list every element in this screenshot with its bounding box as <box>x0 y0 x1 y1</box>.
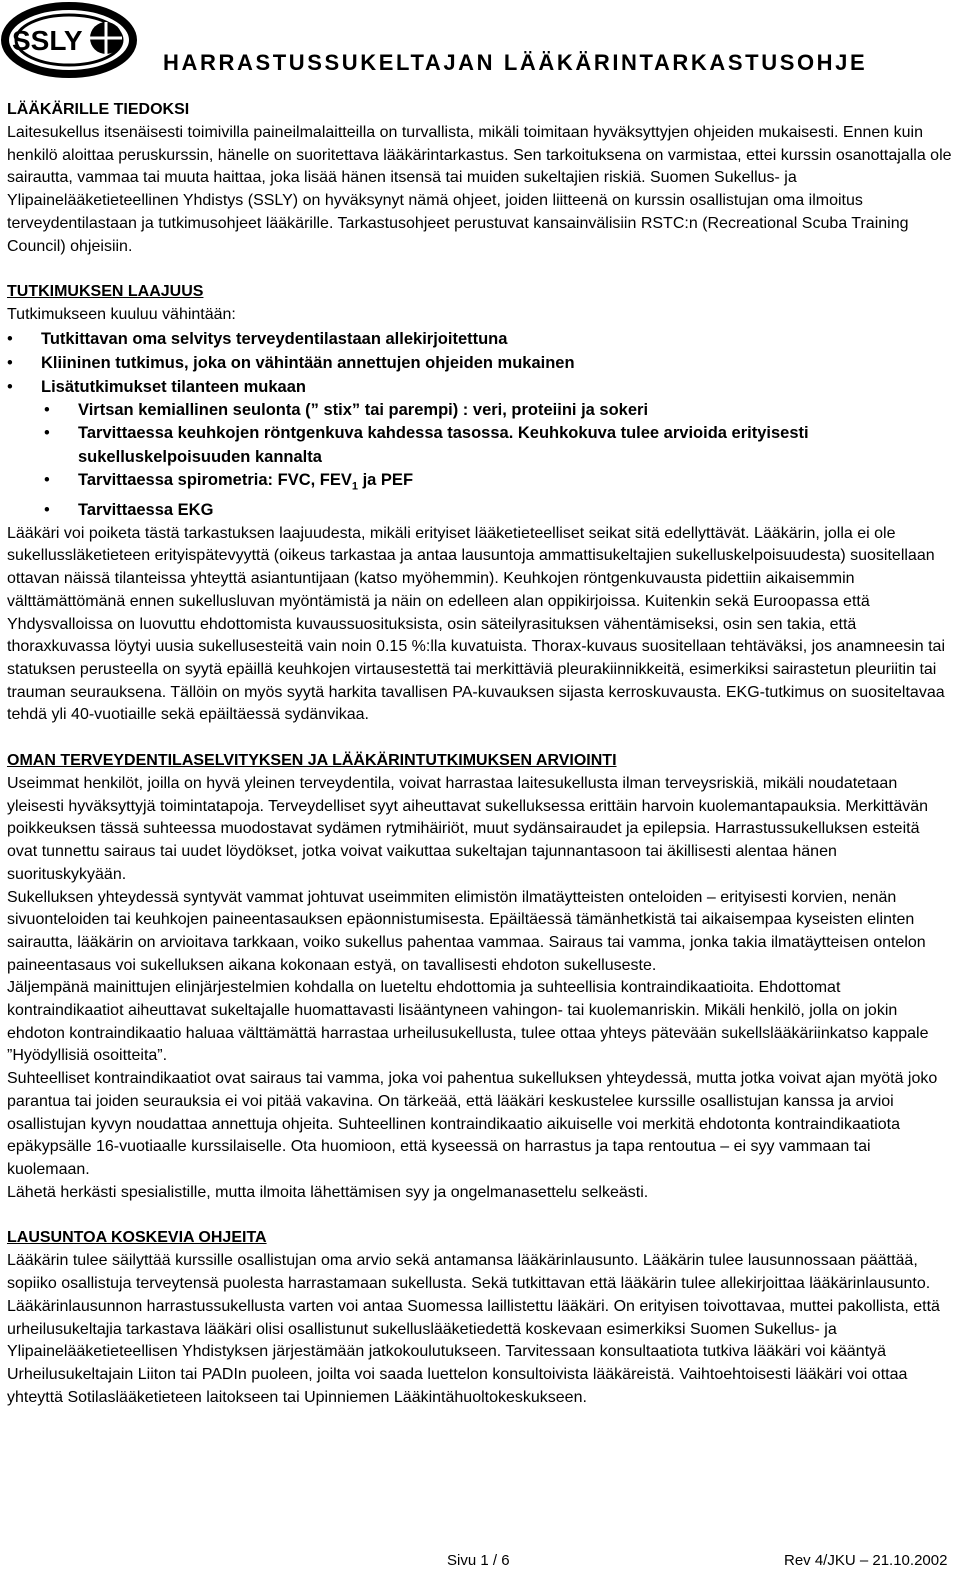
page-number: Sivu 1 / 6 <box>447 1552 510 1569</box>
section-heading-tiedoksi: LÄÄKÄRILLE TIEDOKSI <box>7 101 190 118</box>
ssly-logo <box>0 0 138 80</box>
spirometry-text: Tarvittaessa spirometria: FVC, FEV <box>78 471 352 490</box>
bullet-item: • Tutkittavan oma selvitys terveydentilastaan allekirjoitettuna <box>7 327 953 351</box>
section-para: Useimmat henkilöt, joilla on hyvä yleinen terveydentila, voivat harrastaa laitesukellusta ilman terveysriskiä, mikäli noudatetaan yleisesti hyväksyttyjä toimintatapoja. Terveydelliset syyt aiheuttavat sukelluksessa erittäin harvoin kuolemantapauksia. Merkittävän poikkeuksen tässä suhteessa muodostavat sydämen rytmihäiriöt, muut sydänsairaudet ja epilepsia. Harrastussukelluksen esteitä ovat tunnettu sairaus tai uudet löydökset, jotka voivat vaikuttaa sukeltajan tajunnantasoon tai äkillisesti alentaa hänen suorituskykyään. <box>7 775 929 883</box>
section-text-lausunto: Lääkärin tulee säilyttää kurssille osallistujan oma arvio sekä antamansa lääkärinlausunto. Lääkärin tulee lausunnossaan päättää, sopiiko osallistuja terveytensä puolesta harrastamaan sukellusta. Sekä tutkittavan että lääkärin tulee allekirjoittaa lääkärinlausunto. Lääkärinlausunnon harrastussukellusta varten voi antaa Suomessa laillistettu lääkäri. On erityisen toivottavaa, muttei pakollista, että urheilusukeltajia tarkastava lääkäri olisi osallistunut sukelluslääketiedettä koskevaan esimerkiksi Suomen Sukellus- ja Ylipainelääketieteellisen Yhdistyksen järjestämään jatkokoulutukseen. Tarvitessaan konsultaatiota tutkiva lääkäri voi kääntyä Urheilusukeltajain Liiton tai PADIn puoleen, joilta voi saada luettelon konsultoivista lääkäreistä. Vaihtoehtoisesti lääkäri voi ottaa yhteyttä Sotilaslääketieteen laitokseen tai Upinniemen Lääkintähuoltokeskukseen. <box>7 1252 940 1406</box>
section-para: Sukelluksen yhteydessä syntyvät vammat johtuvat useimmiten elimistön ilmatäytteisten onteloiden – erityisesti korvien, nenän sivuonteloiden tai keuhkojen paineentasauksen epäonnistumisesta. Epäiltäessä tämänhetkistä tai aikaisempaa kyseisten elinten sairautta, lääkärin on arvioitava tarkkaan, voiko sukellus pahentaa vammaa. Sairaus tai vamma, jonka takia ilmatäytteisen ontelon paineentasaus voi sukelluksen aikana kokonaan estyä, on tavallisesti ehdoton sukelluseste. <box>7 888 926 974</box>
fev-subscript: 1 <box>351 480 358 493</box>
bullet-item: • Lisätutkimukset tilanteen mukaan <box>7 375 953 399</box>
sub-bullet-item-spirometry <box>44 469 953 499</box>
section-intro-laajuus: Tutkimukseen kuuluu vähintään: <box>7 306 236 324</box>
sub-bullet-item: • Virtsan kemiallinen seulonta (” stix” tai parempi) : veri, proteiini ja sokeri <box>44 399 953 423</box>
document-title: HARRASTUSSUKELTAJAN LÄÄKÄRINTARKASTUSOHJE <box>163 50 868 75</box>
diver-logo-icon <box>0 0 138 80</box>
section-heading-arviointi: OMAN TERVEYDENTILASELVITYKSEN JA LÄÄKÄRINTUTKIMUKSEN ARVIOINTI <box>7 752 617 770</box>
sub-bullet-item: • Tarvittaessa keuhkojen röntgenkuva kahdessa tasossa. Keuhkokuva tulee arvioida erityisesti sukelluskelpoisuuden kannalta <box>44 422 953 469</box>
logo-text: SSLY <box>12 25 83 56</box>
section-heading-lausunto: LAUSUNTOA KOSKEVIA OHJEITA <box>7 1229 267 1247</box>
revision-info: Rev 4/JKU – 21.10.2002 <box>784 1552 948 1569</box>
section-para: Lähetä herkästi spesialistille, mutta ilmoita lähettämisen syy ja ongelmanasettelu selkeästi. <box>7 1183 649 1201</box>
sub-bullet-item: • Tarvittaessa EKG <box>44 499 953 523</box>
section-para: Jäljempänä mainittujen elinjärjestelmien kohdalla on lueteltu ehdottomia ja suhteellisia kontraindikaatioita. Ehdottomat kontraindikaatiot aiheuttavat sukeltajalle huomattavasti lisääntyneen vahingon- tai kuolemanriskin. Mikäli henkilö, jolla on jokin ehdoton kontraindikaatio haluaa välttämättä harrastaa urheilusukellusta, tulee ottaa yhteys pätevään sukellslääkäriinkatso kappale ”Hyödyllisiä osoitteita”. <box>7 979 929 1065</box>
section-para: Suhteelliset kontraindikaatiot ovat sairaus tai vamma, joka voi pahentua sukelluksen yhteydessä, mutta jotka voivat ajan myötä joko parantua tai joiden seurauksia ei voi pitää vakavina. On tärkeää, että lääkäri keskustelee kurssille osallistujan kanssa ja arvioi osallistujan kyvyn noudattaa annettuja ohjeita. Suhteellinen kontraindikaatio aikuiselle voi merkitä ehdotonta kontraindikaatiota epäkypsälle 16-vuotiaalle kurssilaiselle. Ota huomioon, että kyseessä on harrastus ja tapa rentoutua – ei syy vammaan tai kuolemaan. <box>7 1070 938 1178</box>
document-body <box>7 98 953 1409</box>
pef-text: ja PEF <box>358 471 414 490</box>
bullet-item: • Kliininen tutkimus, joka on vähintään annettujen ohjeiden mukainen <box>7 351 953 375</box>
bullet-list <box>7 327 953 399</box>
section-text-laajuus: Lääkäri voi poiketa tästä tarkastuksen laajuudesta, mikäli erityiset lääketieteelliset seikat sitä edellyttävät. Lääkärin, jolla ei ole sukellussläketieteen erityispätevyyttä (oikeus tarkastaa ja antaa lausuntoja ammattisukeltajien sukelluskelpoisuudesta) suositellaan ottavan näissä tilanteissa yhteyttä asiantuntijaan (katso myöhemmin). Keuhkojen röntgenkuvausta pidettiin aikaisemmin välttämättömänä ennen sukellusluvan myöntämistä ja näin on edelleen alan oppikirjoissa. Kuitenkin sekä Euroopassa että Yhdysvalloissa on luovuttu ehdottomista kuvaussuosituksista, osin säteilyrasituksen vähentämiseksi, osin sen takia, että thoraxkuvassa löytyi uusia sukellusesteitä vain noin 0.15 %:lla kuvatuista. Thorax-kuvaus suositellaan tehtäväksi, jos anamneesin tai statuksen perusteella on syytä epäillä keuhkojen virtausestettä tai merkittäviä pleurakiinnikkeitä, esimerkiksi sairastetun pleuriitin tai trauman seurauksena. Tällöin on myös syytä harkita tavallisen PA-kuvauksen sijasta kerroskuvausta. EKG-tutkimus on suositeltavaa tehdä yli 40-vuotiaille sekä epäiltäessä sydänvikaa. <box>7 524 945 724</box>
section-heading-laajuus: TUTKIMUKSEN LAAJUUS <box>7 283 204 301</box>
section-text-tiedoksi: Laitesukellus itsenäisesti toimivilla paineilmalaitteilla on turvallista, mikäli toimitaan hyväksyttyjen ohjeiden mukaisesti. Ennen kuin henkilö aloittaa peruskurssin, hänelle on suoritettava lääkärintarkastus. Sen tarkoituksena on varmistaa, ettei kurssin osanottajalla ole sairautta, vammaa tai muuta haittaa, joka lisää hänen itsensä tai muiden sukeltajien riskiä. Suomen Sukellus- ja Ylipainelääketieteellinen Yhdistys (SSLY) on hyväksynyt nämä ohjeet, joiden liitteenä on kurssin osallistujan oma ilmoitus terveydentilastaan ja tutkimusohjeet lääkärille. Tarkastusohjeet perustuvat kansainvälisiin RSTC:n (Recreational Scuba Training Council) ohjeisiin. <box>7 124 952 255</box>
sub-bullet-list <box>7 399 953 523</box>
